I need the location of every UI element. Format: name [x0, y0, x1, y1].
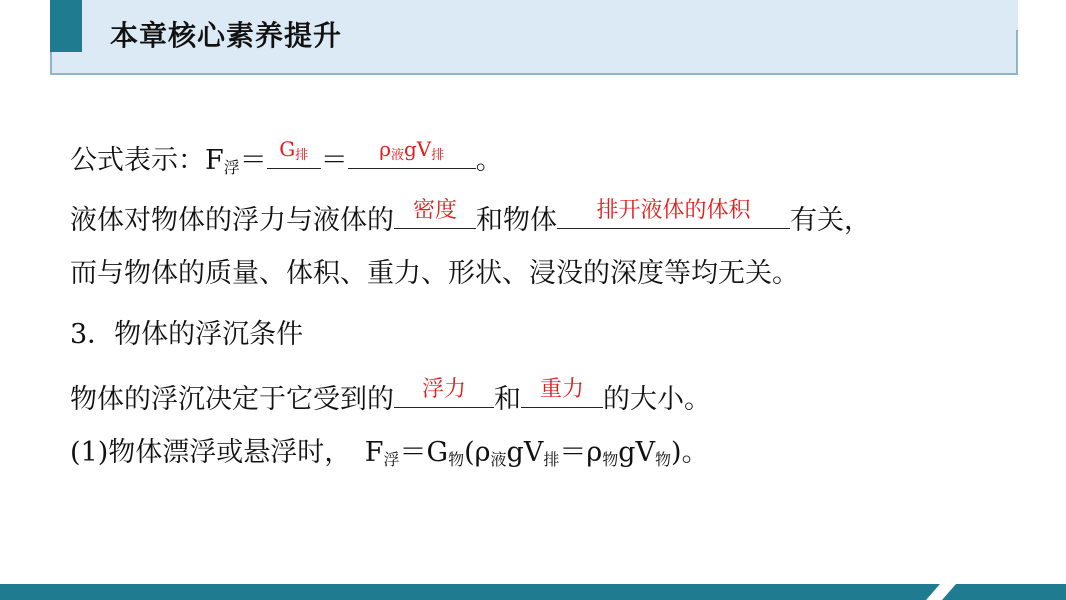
answer-density: 密度: [412, 198, 457, 223]
footer-stripe: [0, 584, 940, 600]
answer-blank-3: [394, 200, 476, 229]
answer-g-pai: $G_排$: [279, 137, 309, 163]
section-heading: 3．物体的浮沉条件: [70, 319, 304, 350]
answer-buoyancy: 浮力: [421, 377, 466, 402]
answer-displaced-volume: 排开液体的体积: [596, 198, 751, 223]
float-sink-line: 物体的浮沉决定于它受到的 浮力 和 重力 的大小。: [70, 377, 711, 415]
answer-rho-g-v: $\rho_液gV_排$: [379, 137, 445, 163]
formula-line: 公式表示：$F_浮=$ $G_排$ ＝ $\rho_液gV_排$ 。: [70, 137, 503, 177]
page-title: 本章核心素养提升: [110, 19, 343, 52]
independent-factors-line: 而与物体的质量、体积、重力、形状、浸没的深度等均无关。: [70, 258, 799, 289]
answer-blank-2: [348, 137, 476, 169]
header-accent-tab: [50, 0, 82, 52]
answer-blank-4: [557, 200, 790, 229]
answer-blank-6: [521, 379, 603, 408]
density-volume-line: 液体对物体的浮力与液体的 密度 和物体 排开液体的体积 有关，: [70, 198, 871, 236]
answer-blank-1: [267, 137, 321, 169]
floating-condition-line: (1)物体漂浮或悬浮时， $F_浮=G_物(\rho_液gV_排=\rho_物gV_物)$。: [70, 437, 709, 469]
footer-bar: [0, 584, 1066, 600]
answer-blank-5: [394, 379, 494, 408]
footer-stripe-right: [942, 584, 1066, 600]
answer-gravity: 重力: [539, 377, 584, 402]
